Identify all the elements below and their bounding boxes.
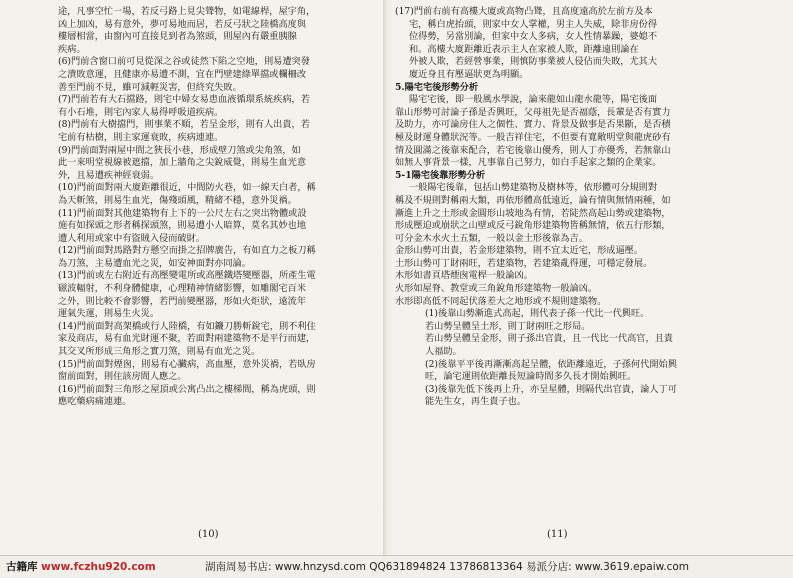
text-line: 及助力，亦可論房住人之個性、實力、背景及做事是否果斷，是否積 xyxy=(395,119,671,131)
text-line: 外被人欺，若經營事業，則慎防事業被人侵佔而失敗，尤其大 xyxy=(409,56,658,68)
text-line: 稱及不規則對稱兩大類，再依形體高低遠近，論有情與無情兩種，如 xyxy=(395,194,671,206)
text-line: (11)門前面對其他建築物有上下的一公尺左右之突出物體或設 xyxy=(58,207,307,219)
text-line: 極及財運身體狀況等。一般吉祥住宅，不但要有寬敞明堂與龍虎砂有 xyxy=(395,131,671,143)
text-line: 和。高樓大廈距離近表示主人在家被人欺，距離遠則論在 xyxy=(409,43,639,55)
book-gutter xyxy=(383,0,393,555)
text-line: 陽宅宅後，即一般風水學說，論來龍如山龍水龍等，陽宅後面 xyxy=(409,94,658,106)
text-line: 一般陽宅後靠，包括山勢建築物及樹林等，依形體可分規則對 xyxy=(409,182,658,194)
text-line: (17)門前右前有高樓大廈或高物凸聳，且高度遠高於左前方及本 xyxy=(395,6,653,17)
text-line: 樓層相當，由窗內可直接見到者為煞頭，則屋內有嚴重胰腺 xyxy=(58,31,297,43)
text-line: 位得勢，另當別論，但家中女人多病，女人性情暴躁，婆媳不 xyxy=(409,31,658,43)
brand-site: www.fczhu920.com xyxy=(41,561,156,573)
text-line: 善至門前不見，雖可減輕災害，但終究失敗。 xyxy=(58,81,242,93)
text-line: 宅前有枯樹，則主家運衰敗，疾病連連。 xyxy=(58,131,224,143)
text-line: (9)門前面對兩屋中間之狹長小巷，形成壁刀煞或尖角煞，如 xyxy=(58,144,301,156)
text-line: (7)門前若有大石擋路，則宅中婦女易患血液循環系統疾病，若 xyxy=(58,94,310,106)
text-line: (8)門前有大樹擋門，則事業不順，若呈金形，則有人出貴，若 xyxy=(58,119,310,131)
text-line: 施有如探頭之形者稱探頭煞，則易遭小人暗算，莫名其妙也地 xyxy=(58,220,307,232)
text-line: 疾病。 xyxy=(58,43,86,55)
page-number: (10) xyxy=(198,529,219,541)
text-line: 有小石堆，則宅內家人易得呼吸道疾病。 xyxy=(58,106,224,118)
text-line: 為天斬煞，則易生血光，傷殘頭風，精緒不穩，意外災禍。 xyxy=(58,194,297,206)
text-line: (2)後靠平平後再漸漸高起呈體，依距離遠近，子孫何代開始興 xyxy=(425,358,677,370)
text-line: 為刀煞，主易遭血光之災，如安神面對亦同論。 xyxy=(58,257,251,269)
text-line: 能先生女，再生貴子也。 xyxy=(425,396,527,408)
text-line: 遭人利用或家中有盜賊入侵而破財。 xyxy=(58,232,205,244)
text-line: 其交叉所形成三角形之實刀煞，則易有血光之災。 xyxy=(58,346,261,358)
text-line: (13)門前或左右附近有高壓變電所或高壓鐵塔變壓器，所產生電 xyxy=(58,270,316,282)
text-line: 外，且易遭疾神經衰弱。 xyxy=(58,169,160,181)
text-line: 情及圓滿之後靠來配合，若宅後靠山優秀，則人丁亦優秀，若無靠山 xyxy=(395,144,671,156)
right-page xyxy=(395,6,730,546)
text-line: 形成壓迫或崩狀之山壁或反弓銳角形建築物皆稱無情，依五行形類， xyxy=(395,220,671,232)
text-line: (10)門前面對兩大廈距離很近，中間防火巷，如一線天白者，稱 xyxy=(58,182,316,194)
text-line: 應吃藥病痛連連。 xyxy=(58,396,132,408)
text-line: 宅，稱白虎抬頭，則家中女人掌權，男主人失威，除非房份得 xyxy=(409,18,658,30)
text-line: 若山勢呈體呈金形，則子孫出官貴，且一代比一代高官，且貴 xyxy=(425,333,674,345)
text-line: 土形山勢可丁財兩旺，若建築物，若建築亂得運，可穩定發展。 xyxy=(395,257,653,269)
text-line: 水形即高低不同起伏落差大之地形或不規則建築物。 xyxy=(395,295,607,307)
watermark-brand xyxy=(6,556,156,578)
text-line: 此一來明堂視線被遮擋，加上牆角之尖銳威覺，則易生血光意 xyxy=(58,157,307,169)
text-line: 靠山形勢可討論子孫是否興旺，父母祖先是否福蔭，長輩是否有實力 xyxy=(395,106,671,118)
text-line: 漸進上升之土形或金圓形山坡地為有情，若陡然高起山勢或建築物， xyxy=(395,207,671,219)
text-line: 旺，論宅運則依距離長短論時間多久長才開始興旺。 xyxy=(425,371,637,383)
left-page xyxy=(58,6,383,546)
text-line: 金形山勢可出貴，若金形建築物，則不宜太近宅，形成逼壓。 xyxy=(395,245,644,257)
text-line: (1)後靠山勢漸進式高起，則代表子孫一代比一代興旺。 xyxy=(425,308,650,320)
text-line: 家及商店，易有血光財運不聚，若面對兩建築物不是平行而建， xyxy=(58,333,316,345)
text-line: 之潰敗意運，且健康亦易遭不測，宜在門壁建綠單擋或欄柵改 xyxy=(58,68,307,80)
section-heading: 5.陽宅宅後形勢分析 xyxy=(395,81,479,93)
section-heading: 5-1陽宅後靠形勢分析 xyxy=(395,169,486,181)
text-line: 如無人事背景一樣，凡事靠自己努力，如白手起家之類的企業家。 xyxy=(395,157,662,169)
text-line: 木形如書頁塔煙囪電桿一般論凶。 xyxy=(395,270,533,282)
text-line: 窗前面對，則住該房間人應之。 xyxy=(58,371,187,383)
text-line: (12)門前面對馬路對方懸空而掛之招牌廣告，有如直力之板刀稱 xyxy=(58,245,316,257)
footer-bar xyxy=(0,555,793,578)
page-number: (11) xyxy=(547,529,568,541)
text-line: (3)後靠先低下後再上升，亦呈星體，則隔代出官貴，論人丁可 xyxy=(425,383,677,395)
text-line: 之外，則比較不會影響，若門前變壓器，形如火炬狀，遠流年 xyxy=(58,295,307,307)
text-line: 可分金木水火土五類，一般以金土形後靠為吉。 xyxy=(395,232,588,244)
text-line: 凶上加凶，易有意外，夢可易地而居，若反弓狀之陸橋高度與 xyxy=(58,18,307,30)
text-line: 人福助。 xyxy=(425,346,462,358)
brand-prefix: 古籍库 xyxy=(6,561,38,573)
text-line: 途，凡事空忙一場，若反弓路上見尖聳物，如電線桿，屋宇角， xyxy=(58,6,316,17)
text-line: (6)門前含窗口前可見從深之谷或徒然下陷之空地，則易遭突發 xyxy=(58,56,310,68)
text-line: 若山勢呈體呈土形，則丁財兩旺之形局。 xyxy=(425,320,591,332)
text-line: 火形如屋脊、教堂或三角銳角形建築物一般論凶。 xyxy=(395,283,598,295)
text-line: (16)門前面對三角形之屋頂或公寓凸出之樓梯間，稱為虎頭，則 xyxy=(58,383,316,395)
text-line: 磁波輻射，不利身體健康，心理精神情緒影響，如雕閣宅百米 xyxy=(58,283,307,295)
bookstore-contact: 湖南周易书店: www.hnzysd.com QQ631894824 13786813364 易派分店: www.3619.epaiw.com xyxy=(205,561,690,573)
text-line: 運氣失運，則易生火災。 xyxy=(58,308,160,320)
text-line: (14)門前面對高架橋或行人陸橋，有如鐮刀勝斬銳宅，則不利住 xyxy=(58,320,316,332)
text-line: 廈近身且有壓逼狀更為明顯。 xyxy=(409,68,529,80)
text-line: (15)門前面對煙囪，則易有心臟病，高血壓，意外災禍，若臥房 xyxy=(58,358,316,370)
